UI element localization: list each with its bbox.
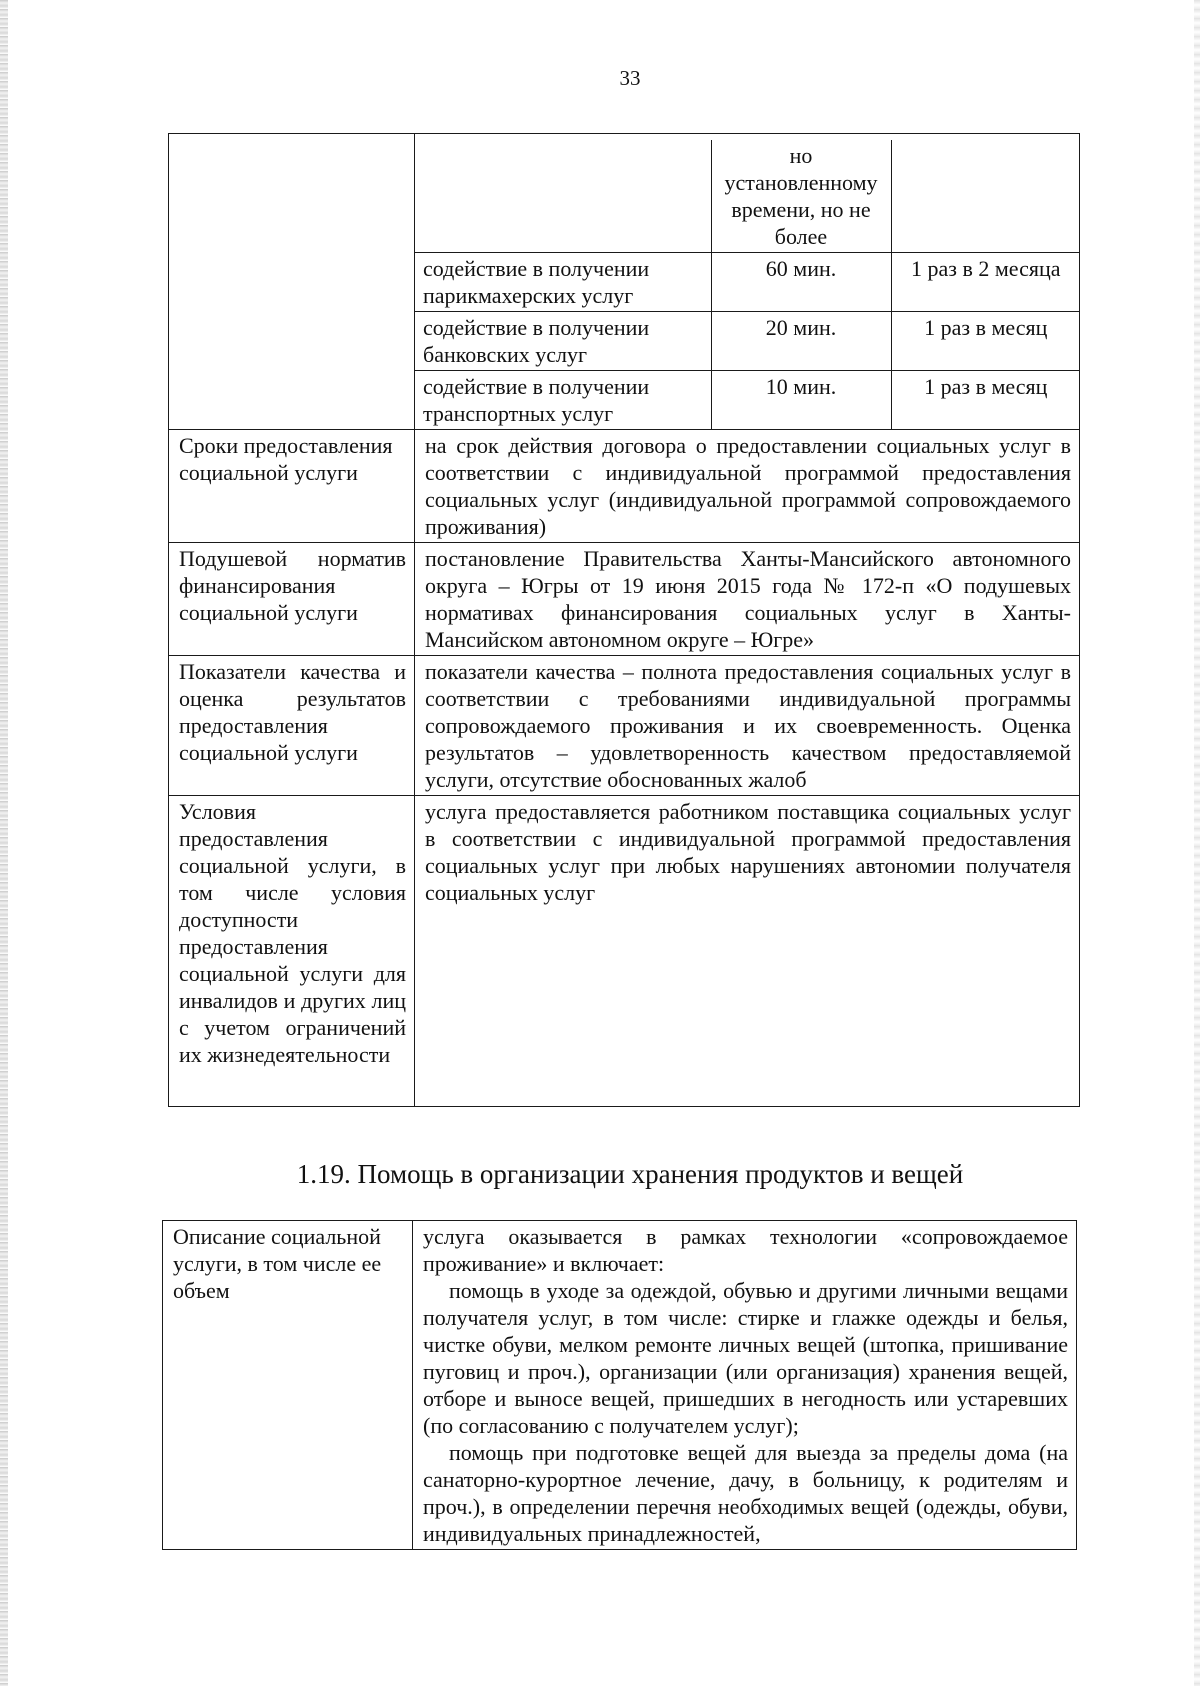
service-description-table xyxy=(162,1220,1077,1550)
table-row xyxy=(169,134,1080,430)
empty-label-cell xyxy=(169,134,415,430)
row-value xyxy=(413,1221,1077,1550)
action-cell: содействие в получении транспортных услуг xyxy=(415,371,711,430)
freq-cell xyxy=(891,140,1080,253)
table-row xyxy=(415,140,1080,253)
action-cell: содействие в получении парикмахерских услуг xyxy=(415,253,711,312)
description-intro: услуга оказывается в рамках технологии «сопровождаемое проживание» и включает: xyxy=(423,1224,1068,1276)
sub-grid-cell xyxy=(415,134,1080,430)
action-grid xyxy=(415,140,1080,429)
table-row xyxy=(163,1221,1077,1550)
table-row xyxy=(169,430,1080,543)
empty-action-cell xyxy=(415,140,711,253)
time-cell: 20 мин. xyxy=(711,312,891,371)
table-row xyxy=(415,312,1080,371)
table-row xyxy=(415,371,1080,430)
scan-edge-right xyxy=(1194,0,1200,1686)
description-paragraph: помощь в уходе за одеждой, обувью и другими личными вещами получателя услуг, в том числе: стирке и глажке одежды и белья, чистке обуви, мелком ремонте личных вещей (штопка, пришивание пуговиц и проч.), организации (или организация) хранения вещей, отборе и выносе вещей, пришедших в негодность или устаревших (по согласованию с получателем услуг); xyxy=(423,1278,1068,1438)
freq-cell: 1 раз в месяц xyxy=(891,312,1080,371)
row-label: Описание социальной услуги, в том числе ее объем xyxy=(163,1221,413,1550)
freq-cell: 1 раз в 2 месяца xyxy=(891,253,1080,312)
table-row xyxy=(169,543,1080,656)
time-cell: но установленному времени, но не более xyxy=(711,140,891,253)
row-value: на срок действия договора о предоставлении социальных услуг в соответствии с индивидуальной программой предоставления социальных услуг (индивидуальной программой сопровождаемого проживания) xyxy=(415,430,1080,543)
row-label: Условия предоставления социальной услуги, в том числе условия доступности предоставления социальной услуги для инвалидов и других лиц с учетом ограничений их жизнедеятельности xyxy=(169,796,415,1107)
scan-edge-left xyxy=(0,0,8,1686)
description-paragraph: помощь при подготовке вещей для выезда за пределы дома (на санаторно-курортное лечение, дачу, в больницу, к родителям и проч.), в определении перечня необходимых вещей (одежды, обуви, индивидуальных принадлежностей, xyxy=(423,1440,1068,1546)
row-value: показатели качества – полнота предоставления социальных услуг в соответствии с требованиями индивидуальной программы сопровождаемого проживания и их своевременность. Оценка результатов – удовлетворенность качеством предоставляемой услуги, отсутствие обоснованных жалоб xyxy=(415,656,1080,796)
row-value: постановление Правительства Ханты-Мансийского автономного округа – Югры от 19 июня 2015 года № 172-п «О подушевых нормативах финансирования социальных услуг в Ханты-Мансийском автономном округе – Югре» xyxy=(415,543,1080,656)
action-cell: содействие в получении банковских услуг xyxy=(415,312,711,371)
table-row xyxy=(169,656,1080,796)
row-label: Подушевой норматив финансирования социальной услуги xyxy=(169,543,415,656)
row-label: Сроки предоставления социальной услуги xyxy=(169,430,415,543)
row-label: Показатели качества и оценка результатов предоставления социальной услуги xyxy=(169,656,415,796)
time-cell: 10 мин. xyxy=(711,371,891,430)
freq-cell: 1 раз в месяц xyxy=(891,371,1080,430)
time-cell: 60 мин. xyxy=(711,253,891,312)
table-row xyxy=(415,253,1080,312)
table-row xyxy=(169,796,1080,1107)
page-number: 33 xyxy=(619,66,641,90)
section-heading: 1.19. Помощь в организации хранения продуктов и вещей xyxy=(296,1159,964,1189)
row-value: услуга предоставляется работником поставщика социальных услуг в соответствии с индивидуальной программой предоставления социальных услуг при любых нарушениях автономии получателя социальных услуг xyxy=(415,796,1080,1107)
service-table-continued xyxy=(168,133,1080,1107)
